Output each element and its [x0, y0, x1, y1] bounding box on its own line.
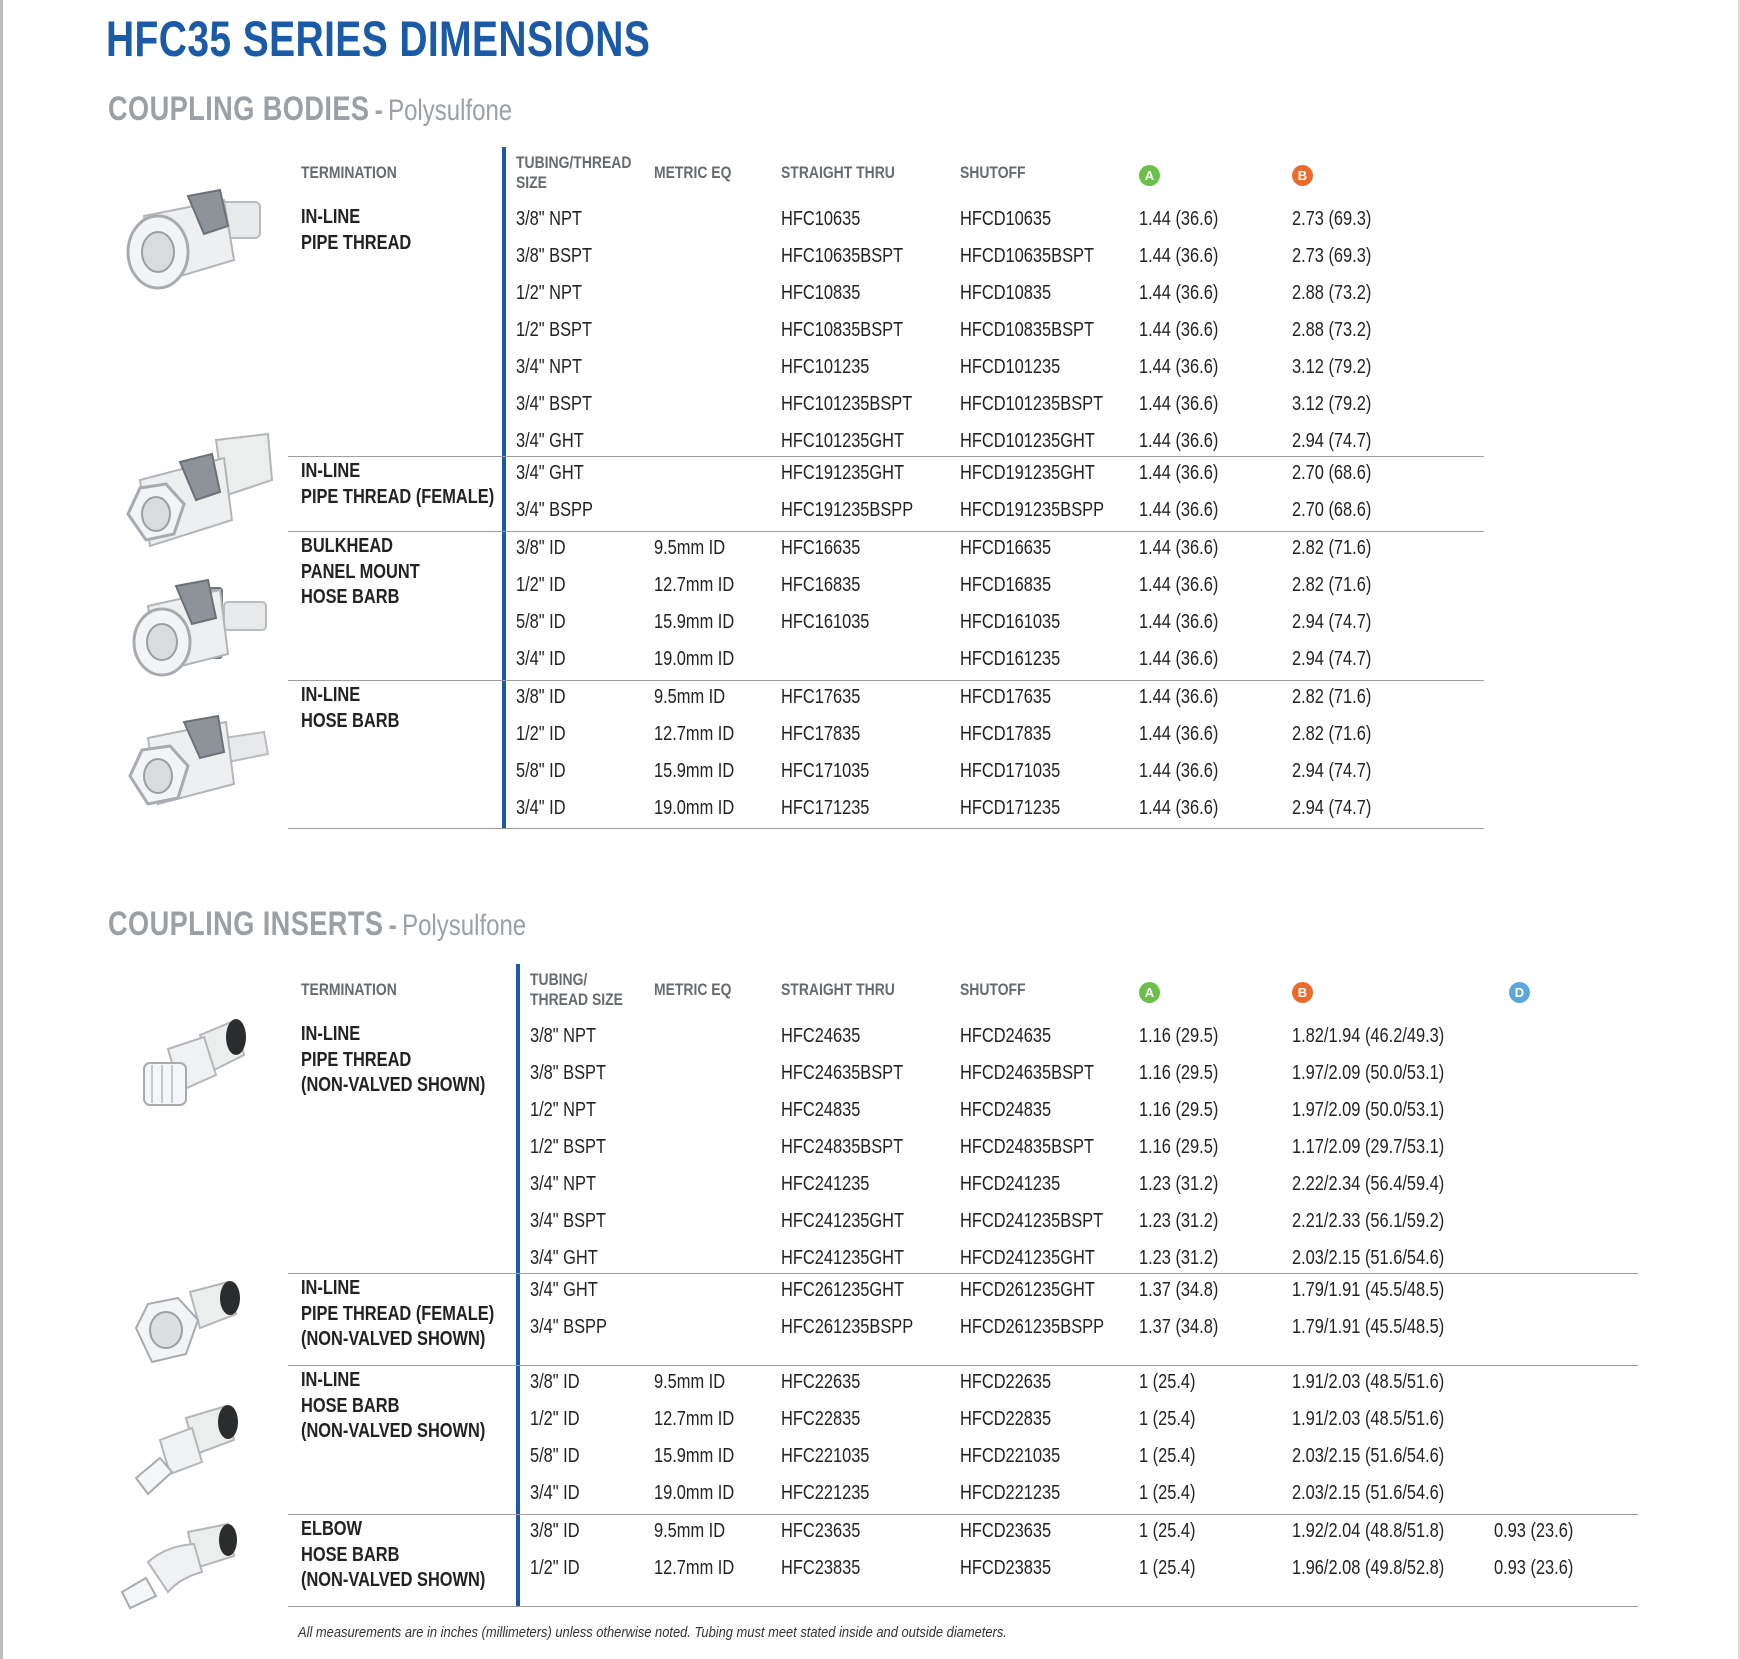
cell-b: 2.94 (74.7) — [1292, 648, 1372, 670]
cell-b: 1.79/1.91 (45.5/48.5) — [1292, 1279, 1445, 1301]
cell-a: 1.44 (36.6) — [1139, 208, 1219, 230]
cell-b: 2.73 (69.3) — [1292, 208, 1372, 230]
cell-straight: HFC24635BSPT — [781, 1062, 904, 1084]
cell-a: 1.16 (29.5) — [1139, 1025, 1219, 1047]
cell-size: 3/8" ID — [516, 537, 566, 559]
cell-shutoff: HFCD261235BSPP — [960, 1316, 1105, 1338]
termination-line: PIPE THREAD — [301, 1048, 412, 1071]
termination-line: HOSE BARB — [301, 586, 400, 608]
cell-straight: HFC16835 — [781, 574, 861, 596]
bodies-col-termination: TERMINATION — [301, 163, 397, 182]
bodies-row-divider — [288, 531, 1484, 532]
cell-straight: HFC22835 — [781, 1408, 861, 1430]
cell-shutoff: HFCD22835 — [960, 1408, 1052, 1430]
cell-a: 1.44 (36.6) — [1139, 245, 1219, 267]
bodies-col-shutoff: SHUTOFF — [960, 163, 1026, 182]
cell-b: 3.12 (79.2) — [1292, 393, 1372, 415]
inline-hose-barb-insert-image — [130, 1400, 250, 1500]
cell-straight: HFC221235 — [781, 1482, 870, 1504]
cell-b: 2.22/2.34 (56.4/59.4) — [1292, 1173, 1445, 1195]
inserts-dim-a-icon: A — [1139, 982, 1160, 1003]
cell-straight: HFC23835 — [781, 1557, 861, 1579]
cell-b: 2.03/2.15 (51.6/54.6) — [1292, 1445, 1445, 1467]
cell-shutoff: HFCD221235 — [960, 1482, 1061, 1504]
cell-shutoff: HFCD16835 — [960, 574, 1052, 596]
cell-straight: HFC22635 — [781, 1371, 861, 1393]
cell-straight: HFC16635 — [781, 537, 861, 559]
cell-a: 1.16 (29.5) — [1139, 1062, 1219, 1084]
bodies-col-straight: STRAIGHT THRU — [781, 163, 895, 182]
cell-a: 1.44 (36.6) — [1139, 319, 1219, 341]
termination-line: (NON-VALVED SHOWN) — [301, 1569, 486, 1591]
bodies-row-divider — [288, 680, 1484, 681]
termination-label — [301, 683, 399, 734]
cell-size: 3/4" NPT — [516, 356, 582, 378]
cell-metric: 15.9mm ID — [654, 760, 735, 782]
cell-straight: HFC261235BSPP — [781, 1316, 914, 1338]
inline-pipe-thread-female-body-image — [120, 430, 280, 560]
cell-size: 3/4" BSPP — [516, 499, 593, 521]
cell-metric: 19.0mm ID — [654, 797, 735, 819]
termination-label — [301, 534, 420, 611]
termination-label — [301, 459, 494, 510]
termination-label — [301, 1276, 494, 1353]
cell-size: 3/8" NPT — [516, 208, 582, 230]
bodies-material: Polysulfone — [388, 94, 513, 127]
cell-size: 3/4" BSPT — [516, 393, 593, 415]
cell-size: 3/4" NPT — [530, 1173, 596, 1195]
cell-size: 3/4" BSPP — [530, 1316, 607, 1338]
cell-straight: HFC171235 — [781, 797, 870, 819]
cell-size: 1/2" NPT — [516, 282, 582, 304]
cell-size: 1/2" BSPT — [516, 319, 593, 341]
cell-b: 2.03/2.15 (51.6/54.6) — [1292, 1482, 1445, 1504]
cell-shutoff: HFCD16635 — [960, 537, 1052, 559]
inserts-row-divider — [288, 1514, 1638, 1515]
cell-metric: 12.7mm ID — [654, 723, 735, 745]
cell-size: 3/4" GHT — [530, 1247, 598, 1269]
cell-b: 2.70 (68.6) — [1292, 462, 1372, 484]
termination-line: HOSE BARB — [301, 1394, 400, 1417]
inserts-col-straight: STRAIGHT THRU — [781, 980, 895, 999]
footnote: All measurements are in inches (millimeters) unless otherwise noted. Tubing must meet stated inside and outside diameters. — [298, 1624, 1007, 1641]
inserts-dim-d-icon: D — [1509, 982, 1530, 1003]
termination-label — [301, 1022, 485, 1099]
termination-line: PIPE THREAD (FEMALE) — [301, 485, 495, 508]
termination-line: IN-LINE — [301, 1023, 361, 1045]
cell-straight: HFC17835 — [781, 723, 861, 745]
cell-a: 1.16 (29.5) — [1139, 1099, 1219, 1121]
cell-metric: 9.5mm ID — [654, 537, 726, 559]
cell-metric: 12.7mm ID — [654, 1408, 735, 1430]
cell-a: 1.44 (36.6) — [1139, 462, 1219, 484]
termination-line: IN-LINE — [301, 684, 361, 706]
cell-shutoff: HFCD24635 — [960, 1025, 1052, 1047]
bodies-heading: COUPLING BODIES — [108, 90, 370, 128]
cell-shutoff: HFCD261235GHT — [960, 1279, 1095, 1301]
cell-size: 3/8" ID — [530, 1520, 580, 1542]
cell-size: 3/8" NPT — [530, 1025, 596, 1047]
cell-size: 3/4" ID — [516, 797, 566, 819]
cell-size: 3/8" BSPT — [516, 245, 593, 267]
inserts-row-divider — [288, 1365, 1638, 1366]
cell-straight: HFC24835 — [781, 1099, 861, 1121]
cell-straight: HFC171035 — [781, 760, 870, 782]
inserts-col-tubing — [530, 970, 623, 1010]
inline-pipe-thread-insert-image — [138, 1015, 258, 1115]
bodies-col-tubing — [516, 153, 631, 193]
cell-shutoff: HFCD161035 — [960, 611, 1061, 633]
termination-line: IN-LINE — [301, 206, 361, 228]
cell-straight: HFC221035 — [781, 1445, 870, 1467]
cell-straight: HFC191235GHT — [781, 462, 905, 484]
cell-metric: 12.7mm ID — [654, 1557, 735, 1579]
cell-metric: 12.7mm ID — [654, 574, 735, 596]
cell-shutoff: HFCD24635BSPT — [960, 1062, 1094, 1084]
inserts-heading-dash: - — [388, 909, 397, 942]
cell-a: 1.44 (36.6) — [1139, 648, 1219, 670]
cell-a: 1.44 (36.6) — [1139, 797, 1219, 819]
termination-line: HOSE BARB — [301, 709, 400, 732]
cell-shutoff: HFCD221035 — [960, 1445, 1061, 1467]
termination-line: IN-LINE — [301, 1369, 361, 1391]
cell-shutoff: HFCD10635BSPT — [960, 245, 1094, 267]
cell-straight: HFC24835BSPT — [781, 1136, 904, 1158]
cell-b: 1.91/2.03 (48.5/51.6) — [1292, 1408, 1445, 1430]
cell-metric: 9.5mm ID — [654, 1371, 726, 1393]
cell-b: 1.96/2.08 (49.8/52.8) — [1292, 1557, 1445, 1579]
cell-size: 3/4" ID — [516, 648, 566, 670]
cell-shutoff: HFCD23635 — [960, 1520, 1052, 1542]
termination-line: PIPE THREAD — [301, 231, 412, 254]
cell-shutoff: HFCD171035 — [960, 760, 1061, 782]
cell-shutoff: HFCD17835 — [960, 723, 1052, 745]
bodies-heading-dash: - — [374, 94, 383, 127]
cell-shutoff: HFCD101235BSPT — [960, 393, 1104, 415]
termination-line: HOSE BARB — [301, 1543, 400, 1566]
cell-straight: HFC101235GHT — [781, 430, 905, 452]
inline-pipe-thread-body-image — [120, 180, 270, 300]
cell-shutoff: HFCD191235BSPP — [960, 499, 1105, 521]
cell-b: 1.17/2.09 (29.7/53.1) — [1292, 1136, 1445, 1158]
cell-a: 1.44 (36.6) — [1139, 686, 1219, 708]
cell-straight: HFC101235BSPT — [781, 393, 913, 415]
termination-line: PIPE THREAD (FEMALE) — [301, 1302, 495, 1325]
cell-b: 2.82 (71.6) — [1292, 723, 1372, 745]
cell-shutoff: HFCD101235 — [960, 356, 1061, 378]
cell-b: 1.82/1.94 (46.2/49.3) — [1292, 1025, 1445, 1047]
termination-label — [301, 1368, 485, 1445]
cell-a: 1.16 (29.5) — [1139, 1136, 1219, 1158]
elbow-hose-barb-insert-image — [118, 1522, 248, 1612]
bodies-section-title — [108, 90, 512, 129]
cell-shutoff: HFCD10835BSPT — [960, 319, 1094, 341]
cell-a: 1 (25.4) — [1139, 1371, 1196, 1393]
cell-straight: HFC23635 — [781, 1520, 861, 1542]
cell-b: 2.82 (71.6) — [1292, 537, 1372, 559]
cell-shutoff: HFCD101235GHT — [960, 430, 1095, 452]
inserts-col-termination: TERMINATION — [301, 980, 397, 999]
cell-size: 5/8" ID — [516, 760, 566, 782]
cell-b: 2.94 (74.7) — [1292, 611, 1372, 633]
termination-label — [301, 1517, 485, 1594]
cell-b: 2.88 (73.2) — [1292, 282, 1372, 304]
bodies-row-divider — [288, 456, 1484, 457]
inserts-heading: COUPLING INSERTS — [108, 905, 384, 943]
cell-a: 1.44 (36.6) — [1139, 430, 1219, 452]
cell-size: 5/8" ID — [530, 1445, 580, 1467]
cell-a: 1.44 (36.6) — [1139, 393, 1219, 415]
bodies-col-tubing-line1: TUBING/THREAD — [516, 153, 632, 172]
cell-a: 1.44 (36.6) — [1139, 574, 1219, 596]
inserts-row-divider — [288, 1606, 1638, 1607]
cell-b: 1.79/1.91 (45.5/48.5) — [1292, 1316, 1445, 1338]
page-left-edge — [0, 0, 3, 1659]
cell-a: 1.23 (31.2) — [1139, 1173, 1219, 1195]
cell-shutoff: HFCD23835 — [960, 1557, 1052, 1579]
cell-straight: HFC10835BSPT — [781, 319, 904, 341]
cell-size: 3/8" ID — [516, 686, 566, 708]
cell-b: 2.94 (74.7) — [1292, 430, 1372, 452]
cell-a: 1.37 (34.8) — [1139, 1316, 1219, 1338]
termination-line: (NON-VALVED SHOWN) — [301, 1420, 486, 1442]
cell-shutoff: HFCD241235 — [960, 1173, 1061, 1195]
inserts-row-divider — [288, 1273, 1638, 1274]
cell-size: 1/2" BSPT — [530, 1136, 607, 1158]
bodies-dim-a-icon: A — [1139, 165, 1160, 186]
cell-size: 3/8" ID — [530, 1371, 580, 1393]
cell-shutoff: HFCD22635 — [960, 1371, 1052, 1393]
cell-shutoff: HFCD191235GHT — [960, 462, 1095, 484]
inserts-material: Polysulfone — [402, 909, 527, 942]
cell-size: 3/8" BSPT — [530, 1062, 607, 1084]
cell-a: 1 (25.4) — [1139, 1445, 1196, 1467]
termination-line: IN-LINE — [301, 460, 361, 482]
cell-a: 1.23 (31.2) — [1139, 1247, 1219, 1269]
termination-line: IN-LINE — [301, 1277, 361, 1299]
cell-straight: HFC241235GHT — [781, 1210, 905, 1232]
inserts-column-divider — [516, 964, 520, 1606]
cell-size: 1/2" ID — [516, 723, 566, 745]
cell-a: 1.44 (36.6) — [1139, 723, 1219, 745]
cell-d: 0.93 (23.6) — [1494, 1557, 1574, 1579]
cell-straight: HFC10635 — [781, 208, 861, 230]
termination-line: PANEL MOUNT — [301, 560, 420, 583]
cell-shutoff: HFCD161235 — [960, 648, 1061, 670]
cell-a: 1.44 (36.6) — [1139, 499, 1219, 521]
bodies-column-divider — [502, 147, 506, 829]
inserts-col-metric: METRIC EQ — [654, 980, 732, 999]
cell-shutoff: HFCD241235GHT — [960, 1247, 1095, 1269]
cell-b: 2.21/2.33 (56.1/59.2) — [1292, 1210, 1445, 1232]
bodies-col-tubing-line2: SIZE — [516, 173, 547, 192]
cell-metric: 9.5mm ID — [654, 1520, 726, 1542]
cell-a: 1.44 (36.6) — [1139, 611, 1219, 633]
cell-b: 2.73 (69.3) — [1292, 245, 1372, 267]
cell-b: 2.88 (73.2) — [1292, 319, 1372, 341]
cell-straight: HFC241235GHT — [781, 1247, 905, 1269]
cell-size: 3/4" GHT — [516, 430, 584, 452]
cell-size: 3/4" GHT — [530, 1279, 598, 1301]
cell-a: 1.44 (36.6) — [1139, 282, 1219, 304]
inserts-col-tubing-line2: THREAD SIZE — [530, 990, 623, 1009]
cell-shutoff: HFCD10835 — [960, 282, 1052, 304]
cell-straight: HFC161035 — [781, 611, 870, 633]
bodies-dim-b-icon: B — [1292, 165, 1313, 186]
cell-straight: HFC17635 — [781, 686, 861, 708]
cell-straight: HFC261235GHT — [781, 1279, 905, 1301]
cell-a: 1 (25.4) — [1139, 1482, 1196, 1504]
cell-straight: HFC101235 — [781, 356, 870, 378]
inline-hose-barb-body-image — [124, 708, 274, 820]
termination-line: (NON-VALVED SHOWN) — [301, 1074, 486, 1096]
cell-a: 1.44 (36.6) — [1139, 760, 1219, 782]
cell-a: 1.44 (36.6) — [1139, 537, 1219, 559]
cell-straight: HFC10635BSPT — [781, 245, 904, 267]
page-title: HFC35 SERIES DIMENSIONS — [106, 11, 651, 67]
cell-metric: 19.0mm ID — [654, 648, 735, 670]
termination-line: ELBOW — [301, 1518, 363, 1540]
cell-size: 3/4" ID — [530, 1482, 580, 1504]
cell-a: 1 (25.4) — [1139, 1557, 1196, 1579]
cell-a: 1 (25.4) — [1139, 1520, 1196, 1542]
cell-metric: 19.0mm ID — [654, 1482, 735, 1504]
cell-shutoff: HFCD24835 — [960, 1099, 1052, 1121]
bodies-row-divider — [288, 828, 1484, 829]
cell-b: 1.97/2.09 (50.0/53.1) — [1292, 1099, 1445, 1121]
cell-b: 2.82 (71.6) — [1292, 574, 1372, 596]
cell-size: 3/4" GHT — [516, 462, 584, 484]
cell-size: 1/2" ID — [530, 1557, 580, 1579]
cell-shutoff: HFCD24835BSPT — [960, 1136, 1094, 1158]
termination-label — [301, 205, 411, 256]
cell-a: 1.44 (36.6) — [1139, 356, 1219, 378]
cell-b: 2.03/2.15 (51.6/54.6) — [1292, 1247, 1445, 1269]
inserts-section-title — [108, 905, 526, 944]
termination-line: BULKHEAD — [301, 535, 394, 557]
cell-straight: HFC241235 — [781, 1173, 870, 1195]
termination-line: (NON-VALVED SHOWN) — [301, 1328, 486, 1350]
cell-b: 2.94 (74.7) — [1292, 760, 1372, 782]
cell-shutoff: HFCD17635 — [960, 686, 1052, 708]
cell-b: 1.91/2.03 (48.5/51.6) — [1292, 1371, 1445, 1393]
cell-shutoff: HFCD10635 — [960, 208, 1052, 230]
cell-metric: 15.9mm ID — [654, 1445, 735, 1467]
inserts-col-tubing-line1: TUBING/ — [530, 970, 588, 989]
cell-b: 1.97/2.09 (50.0/53.1) — [1292, 1062, 1445, 1084]
cell-a: 1.23 (31.2) — [1139, 1210, 1219, 1232]
cell-size: 1/2" ID — [516, 574, 566, 596]
cell-size: 5/8" ID — [516, 611, 566, 633]
inline-pipe-thread-female-insert-image — [130, 1278, 250, 1373]
cell-shutoff: HFCD241235BSPT — [960, 1210, 1104, 1232]
bulkhead-panel-mount-body-image — [124, 572, 274, 687]
cell-d: 0.93 (23.6) — [1494, 1520, 1574, 1542]
cell-b: 1.92/2.04 (48.8/51.8) — [1292, 1520, 1445, 1542]
inserts-col-shutoff: SHUTOFF — [960, 980, 1026, 999]
cell-size: 1/2" NPT — [530, 1099, 596, 1121]
cell-a: 1 (25.4) — [1139, 1408, 1196, 1430]
cell-metric: 15.9mm ID — [654, 611, 735, 633]
cell-size: 1/2" ID — [530, 1408, 580, 1430]
cell-a: 1.37 (34.8) — [1139, 1279, 1219, 1301]
cell-straight: HFC24635 — [781, 1025, 861, 1047]
cell-metric: 9.5mm ID — [654, 686, 726, 708]
bodies-col-metric: METRIC EQ — [654, 163, 732, 182]
cell-b: 2.70 (68.6) — [1292, 499, 1372, 521]
cell-b: 3.12 (79.2) — [1292, 356, 1372, 378]
cell-b: 2.94 (74.7) — [1292, 797, 1372, 819]
cell-shutoff: HFCD171235 — [960, 797, 1061, 819]
inserts-dim-b-icon: B — [1292, 982, 1313, 1003]
cell-b: 2.82 (71.6) — [1292, 686, 1372, 708]
cell-straight: HFC10835 — [781, 282, 861, 304]
cell-straight: HFC191235BSPP — [781, 499, 914, 521]
cell-size: 3/4" BSPT — [530, 1210, 607, 1232]
